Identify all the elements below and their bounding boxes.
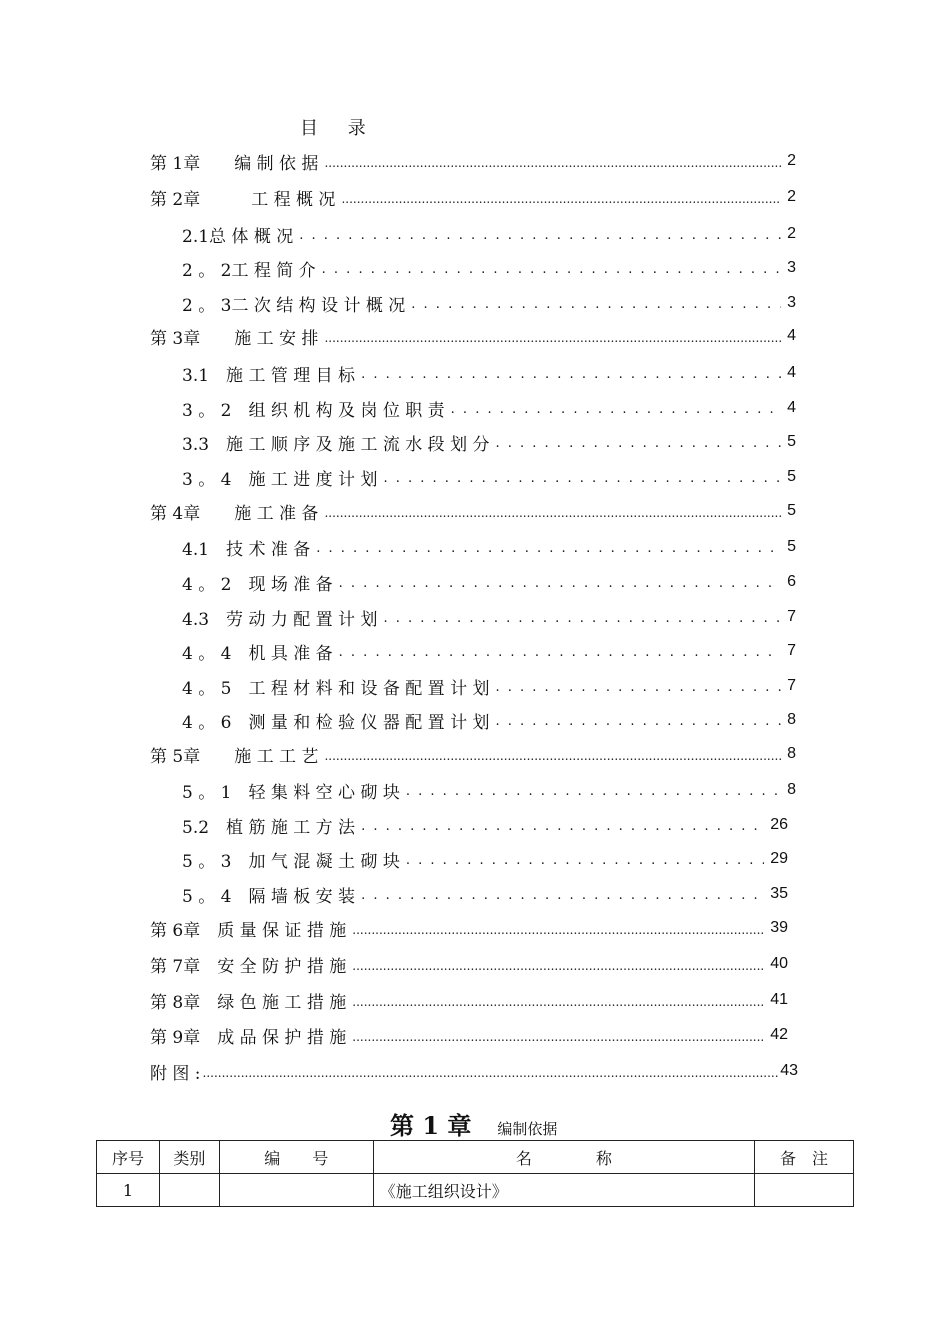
table-header-row bbox=[97, 1141, 854, 1174]
toc-entry-page: 5 bbox=[787, 502, 796, 519]
toc-entry-label: 4 。 5 工 程 材 料 和 设 备 配 置 计 划 bbox=[182, 678, 490, 699]
toc-entry-page: 2 bbox=[787, 225, 796, 242]
toc-entry-page: 8 bbox=[787, 745, 796, 762]
toc-entry-ch2[interactable] bbox=[150, 184, 796, 210]
toc-entry-page: 2 bbox=[787, 188, 796, 205]
header-remark: 备 注 bbox=[755, 1141, 854, 1174]
toc-entry-page: 2 bbox=[787, 152, 796, 169]
toc-leader bbox=[203, 1062, 779, 1080]
toc-entry-appendix[interactable] bbox=[150, 1058, 798, 1084]
toc-entry-label: 第 7章 安 全 防 护 措 施 bbox=[150, 956, 347, 977]
toc-leader bbox=[383, 608, 781, 626]
toc-entry-page: 5 bbox=[787, 468, 796, 485]
toc-leader bbox=[406, 850, 764, 868]
toc-leader bbox=[316, 538, 781, 556]
toc-entry-page: 3 bbox=[787, 294, 796, 311]
toc-entry-3-1[interactable] bbox=[182, 360, 796, 386]
toc-leader bbox=[406, 781, 781, 799]
toc-entry-page: 7 bbox=[787, 677, 796, 694]
toc-entry-4-4[interactable] bbox=[182, 638, 796, 664]
toc-entry-4-3[interactable] bbox=[182, 604, 796, 630]
toc-entry-5-3[interactable] bbox=[182, 846, 788, 872]
toc-entry-label: 第 8章 绿 色 施 工 措 施 bbox=[150, 992, 347, 1013]
toc-entry-label: 第 2章 工 程 概 况 bbox=[150, 189, 336, 210]
toc-leader bbox=[322, 259, 781, 277]
toc-entry-4-6[interactable] bbox=[182, 707, 796, 733]
toc-leader bbox=[495, 433, 781, 451]
toc-entry-label: 2 。 2工 程 简 介 bbox=[182, 260, 316, 281]
toc-entry-page: 4 bbox=[787, 364, 796, 381]
toc-entry-label: 附 图 : bbox=[150, 1063, 201, 1084]
toc-leader bbox=[352, 919, 764, 937]
toc-entry-label: 第 5章 施 工 工 艺 bbox=[150, 746, 319, 767]
toc-leader bbox=[361, 816, 764, 834]
toc-leader bbox=[299, 225, 781, 243]
toc-entry-2-1[interactable] bbox=[182, 221, 796, 247]
header-category: 类别 bbox=[159, 1141, 219, 1174]
toc-entry-page: 42 bbox=[770, 1026, 788, 1043]
toc-entry-label: 5 。 4 隔 墙 板 安 装 bbox=[182, 886, 356, 907]
toc-entry-page: 7 bbox=[787, 608, 796, 625]
toc-entry-label: 3.3 施 工 顺 序 及 施 工 流 水 段 划 分 bbox=[182, 434, 490, 455]
toc-leader bbox=[451, 399, 781, 417]
toc-entry-ch8[interactable] bbox=[150, 987, 788, 1013]
toc-entry-label: 5 。 1 轻 集 料 空 心 砌 块 bbox=[182, 782, 400, 803]
cell-name: 《施工组织设计》 bbox=[373, 1174, 754, 1207]
toc-leader bbox=[324, 502, 781, 520]
header-code: 编 号 bbox=[219, 1141, 373, 1174]
toc-entry-label: 4 。 6 测 量 和 检 验 仪 器 配 置 计 划 bbox=[182, 712, 490, 733]
toc-leader bbox=[339, 573, 781, 591]
basis-table bbox=[96, 1140, 854, 1207]
toc-entry-page: 5 bbox=[787, 433, 796, 450]
toc-entry-ch5[interactable] bbox=[150, 741, 796, 767]
toc-entry-label: 第 4章 施 工 准 备 bbox=[150, 503, 319, 524]
toc-leader bbox=[324, 327, 781, 345]
toc-entry-4-5[interactable] bbox=[182, 673, 796, 699]
toc-entry-page: 3 bbox=[787, 259, 796, 276]
toc-title: 目 录 bbox=[300, 118, 378, 139]
toc-leader bbox=[324, 152, 781, 170]
toc-entry-label: 4 。 2 现 场 准 备 bbox=[182, 574, 333, 595]
toc-entry-page: 41 bbox=[770, 991, 788, 1008]
toc-leader bbox=[352, 955, 764, 973]
toc-entry-page: 6 bbox=[787, 573, 796, 590]
toc-leader bbox=[361, 885, 764, 903]
toc-leader bbox=[495, 711, 781, 729]
toc-entry-label: 2 。 3二 次 结 构 设 计 概 况 bbox=[182, 295, 406, 316]
toc-entry-page: 40 bbox=[770, 955, 788, 972]
toc-leader bbox=[352, 991, 764, 1009]
toc-entry-label: 2.1总 体 概 况 bbox=[182, 226, 294, 247]
toc-entry-5-4[interactable] bbox=[182, 881, 788, 907]
toc-entry-ch7[interactable] bbox=[150, 951, 788, 977]
toc-entry-page: 39 bbox=[770, 919, 788, 936]
toc-entry-label: 第 6章 质 量 保 证 措 施 bbox=[150, 920, 347, 941]
toc-entry-label: 4.3 劳 动 力 配 置 计 划 bbox=[182, 609, 378, 630]
toc-entry-ch9[interactable] bbox=[150, 1022, 788, 1048]
chapter-heading bbox=[390, 1106, 557, 1141]
toc-leader bbox=[324, 745, 781, 763]
toc-entry-ch6[interactable] bbox=[150, 915, 788, 941]
toc-leader bbox=[383, 468, 781, 486]
header-name: 名 称 bbox=[373, 1141, 754, 1174]
toc-leader bbox=[411, 294, 781, 312]
cell-code bbox=[219, 1174, 373, 1207]
toc-entry-label: 第 3章 施 工 安 排 bbox=[150, 328, 319, 349]
toc-entry-label: 3 。 2 组 织 机 构 及 岗 位 职 责 bbox=[182, 400, 445, 421]
cell-category bbox=[159, 1174, 219, 1207]
toc-entry-page: 35 bbox=[770, 885, 788, 902]
chapter-number: 第 1 章 bbox=[390, 1111, 472, 1140]
toc-entry-ch1[interactable] bbox=[150, 148, 796, 174]
toc-entry-page: 5 bbox=[787, 538, 796, 555]
toc-entry-label: 4 。 4 机 具 准 备 bbox=[182, 643, 333, 664]
toc-entry-label: 5 。 3 加 气 混 凝 土 砌 块 bbox=[182, 851, 400, 872]
toc-leader bbox=[352, 1026, 764, 1044]
chapter-title: 编制依据 bbox=[497, 1120, 558, 1138]
toc-entry-ch4[interactable] bbox=[150, 498, 796, 524]
toc-entry-label: 第 1章 编 制 依 据 bbox=[150, 153, 319, 174]
toc-entry-page: 8 bbox=[787, 781, 796, 798]
toc-entry-3-3[interactable] bbox=[182, 429, 796, 455]
toc-entry-2-2[interactable] bbox=[182, 255, 796, 281]
toc-entry-page: 29 bbox=[770, 850, 788, 867]
toc-entry-page: 4 bbox=[787, 399, 796, 416]
toc-leader bbox=[495, 677, 781, 695]
cell-remark bbox=[755, 1174, 854, 1207]
toc-entry-label: 第 9章 成 品 保 护 措 施 bbox=[150, 1027, 347, 1048]
toc-entry-4-2[interactable] bbox=[182, 569, 796, 595]
toc-entry-page: 7 bbox=[787, 642, 796, 659]
toc-entry-ch3[interactable] bbox=[150, 323, 796, 349]
toc-entry-label: 3.1 施 工 管 理 目 标 bbox=[182, 365, 356, 386]
toc-entry-3-2[interactable] bbox=[182, 395, 796, 421]
header-index: 序号 bbox=[97, 1141, 160, 1174]
cell-index: 1 bbox=[97, 1174, 160, 1207]
toc-entry-label: 5.2 植 筋 施 工 方 法 bbox=[182, 817, 356, 838]
toc-entry-label: 3 。 4 施 工 进 度 计 划 bbox=[182, 469, 378, 490]
toc-entry-2-3[interactable] bbox=[182, 290, 796, 316]
toc-entry-page: 43 bbox=[780, 1062, 798, 1079]
toc-entry-page: 8 bbox=[787, 711, 796, 728]
toc-entry-page: 26 bbox=[770, 816, 788, 833]
toc-leader bbox=[361, 364, 781, 382]
toc-entry-3-4[interactable] bbox=[182, 464, 796, 490]
toc-leader bbox=[339, 642, 781, 660]
table-row bbox=[97, 1174, 854, 1207]
toc-entry-5-1[interactable] bbox=[182, 777, 796, 803]
toc-entry-page: 4 bbox=[787, 327, 796, 344]
toc-entry-label: 4.1 技 术 准 备 bbox=[182, 539, 311, 560]
toc-entry-4-1[interactable] bbox=[182, 534, 796, 560]
toc-leader bbox=[341, 188, 781, 206]
toc-entry-5-2[interactable] bbox=[182, 812, 788, 838]
